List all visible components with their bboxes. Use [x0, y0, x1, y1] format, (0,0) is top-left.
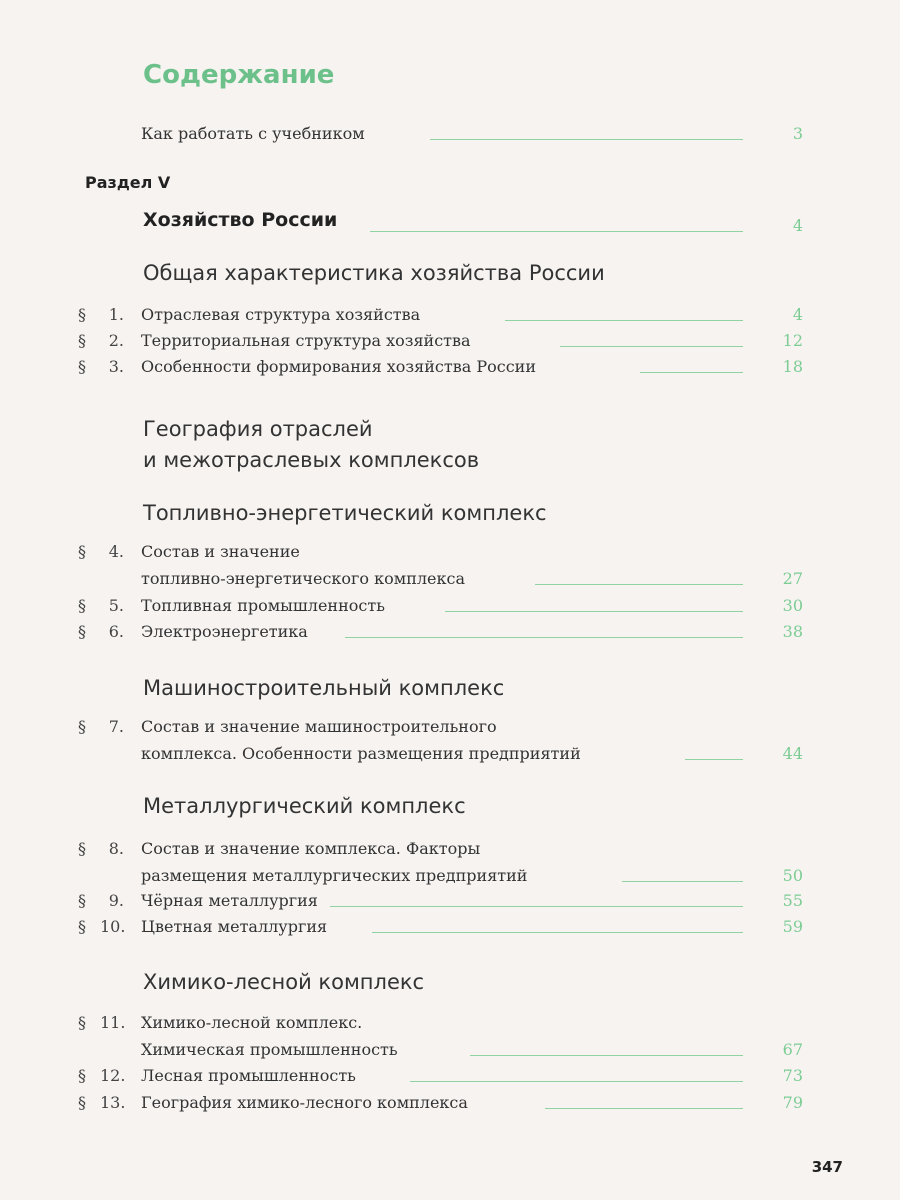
section-label: Раздел V — [85, 173, 171, 192]
leader-line — [505, 320, 743, 321]
entry-page: 4 — [792, 305, 803, 324]
entry-number: 2. — [108, 331, 124, 350]
entry-text: Состав и значение — [141, 542, 300, 561]
entry-text: Как работать с учебником — [141, 124, 365, 143]
toc-entry-intro[interactable] — [0, 124, 900, 150]
leader-line — [345, 637, 743, 638]
entry-page: 30 — [782, 596, 803, 615]
entry-number: 11. — [100, 1013, 126, 1032]
heading-line: и межотраслевых комплексов — [143, 448, 480, 472]
leader-line — [370, 231, 743, 232]
entry-text: топливно-энергетического комплекса — [141, 569, 466, 588]
entry-page: 67 — [782, 1040, 803, 1059]
toc-entry-8-line2[interactable] — [0, 866, 900, 892]
entry-text: Химико-лесной комплекс. — [141, 1013, 363, 1032]
paragraph-mark: § — [78, 717, 86, 736]
leader-line — [330, 906, 743, 907]
paragraph-mark: § — [78, 1013, 86, 1032]
paragraph-mark: § — [78, 839, 86, 858]
heading-line: География отраслей — [143, 417, 373, 441]
leader-line — [622, 881, 743, 882]
leader-line — [430, 139, 743, 140]
toc-entry-7-line1[interactable] — [0, 717, 900, 743]
entry-text: Состав и значение комплекса. Факторы — [141, 839, 481, 858]
entry-page: 59 — [782, 917, 803, 936]
entry-number: 1. — [108, 305, 124, 324]
entry-page: 38 — [782, 622, 803, 641]
entry-page: 79 — [782, 1093, 803, 1112]
entry-text: Электроэнергетика — [141, 622, 308, 641]
heading-fuel-energy: Топливно-энергетический комплекс — [143, 501, 547, 525]
entry-text: размещения металлургических предприятий — [141, 866, 528, 885]
entry-number: 6. — [108, 622, 124, 641]
entry-page: 27 — [782, 569, 803, 588]
toc-entry-9[interactable] — [0, 891, 900, 917]
entry-number: 9. — [108, 891, 124, 910]
heading-industries — [143, 414, 479, 476]
toc-entry-8-line1[interactable] — [0, 839, 900, 865]
page-number: 347 — [811, 1158, 843, 1176]
leader-line — [685, 759, 743, 760]
toc-entry-11-line1[interactable] — [0, 1013, 900, 1039]
paragraph-mark: § — [78, 1093, 86, 1112]
entry-page: 12 — [782, 331, 803, 350]
entry-page: 3 — [792, 124, 803, 143]
entry-number: 5. — [108, 596, 124, 615]
entry-text: Особенности формирования хозяйства России — [141, 357, 537, 376]
entry-number: 3. — [108, 357, 124, 376]
entry-text: Отраслевая структура хозяйства — [141, 305, 421, 324]
entry-text: Лесная промышленность — [141, 1066, 356, 1085]
leader-line — [372, 932, 743, 933]
toc-entry-13[interactable] — [0, 1093, 900, 1119]
entry-number: 10. — [100, 917, 126, 936]
entry-page: 4 — [792, 216, 803, 235]
leader-line — [470, 1055, 743, 1056]
paragraph-mark: § — [78, 596, 86, 615]
entry-text: География химико-лесного комплекса — [141, 1093, 468, 1112]
leader-line — [445, 611, 743, 612]
paragraph-mark: § — [78, 891, 86, 910]
toc-entry-4-line1[interactable] — [0, 542, 900, 568]
paragraph-mark: § — [78, 622, 86, 641]
entry-number: 7. — [108, 717, 124, 736]
entry-text: Химическая промышленность — [141, 1040, 398, 1059]
entry-page: 50 — [782, 866, 803, 885]
toc-title: Содержание — [143, 60, 335, 90]
entry-page: 55 — [782, 891, 803, 910]
toc-entry-10[interactable] — [0, 917, 900, 943]
toc-entry-2[interactable] — [0, 331, 900, 357]
heading-chemical-forest: Химико-лесной комплекс — [143, 970, 425, 994]
entry-text: Чёрная металлургия — [141, 891, 318, 910]
toc-entry-7-line2[interactable] — [0, 744, 900, 770]
paragraph-mark: § — [78, 305, 86, 324]
leader-line — [560, 346, 743, 347]
toc-entry-1[interactable] — [0, 305, 900, 331]
entry-text: Цветная металлургия — [141, 917, 328, 936]
paragraph-mark: § — [78, 917, 86, 936]
entry-number: 12. — [100, 1066, 126, 1085]
toc-entry-5[interactable] — [0, 596, 900, 622]
heading-machine-building: Машиностроительный комплекс — [143, 676, 505, 700]
paragraph-mark: § — [78, 542, 86, 561]
toc-entry-3[interactable] — [0, 357, 900, 383]
leader-line — [545, 1108, 743, 1109]
toc-entry-11-line2[interactable] — [0, 1040, 900, 1066]
part-title: Хозяйство России — [143, 209, 338, 231]
entry-page: 44 — [782, 744, 803, 763]
entry-text: Территориальная структура хозяйства — [141, 331, 471, 350]
toc-entry-6[interactable] — [0, 622, 900, 648]
entry-text: Топливная промышленность — [141, 596, 385, 615]
entry-text: Состав и значение машиностроительного — [141, 717, 497, 736]
entry-page: 73 — [782, 1066, 803, 1085]
heading-metallurgy: Металлургический комплекс — [143, 794, 466, 818]
toc-entry-part[interactable] — [0, 209, 900, 238]
paragraph-mark: § — [78, 357, 86, 376]
leader-line — [410, 1081, 743, 1082]
leader-line — [535, 584, 743, 585]
heading-general: Общая характеристика хозяйства России — [143, 261, 605, 285]
paragraph-mark: § — [78, 331, 86, 350]
paragraph-mark: § — [78, 1066, 86, 1085]
entry-number: 8. — [108, 839, 124, 858]
toc-entry-4-line2[interactable] — [0, 569, 900, 595]
toc-entry-12[interactable] — [0, 1066, 900, 1092]
entry-number: 13. — [100, 1093, 126, 1112]
entry-page: 18 — [782, 357, 803, 376]
entry-text: комплекса. Особенности размещения предприятий — [141, 744, 581, 763]
leader-line — [640, 372, 743, 373]
entry-number: 4. — [108, 542, 124, 561]
